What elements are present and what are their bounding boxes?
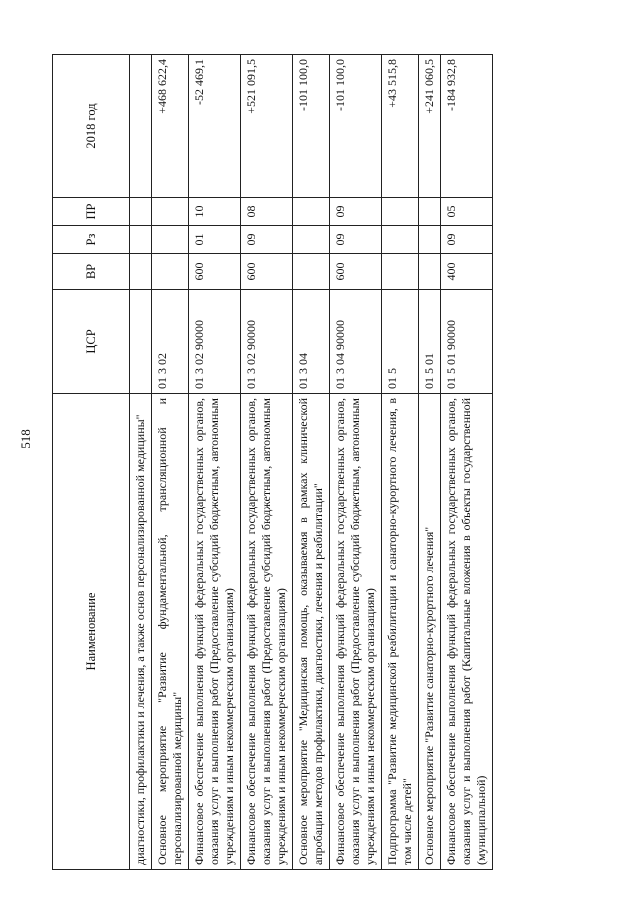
table-row: [382, 55, 419, 870]
row-pr: 10: [189, 198, 241, 226]
row-name: Основное мероприятие "Медицинская помощь, оказываемая в рамках клинической апробации методов профилактики, диагностики, лечения и реабилитации": [293, 394, 330, 870]
header-vr: ВР: [53, 254, 130, 290]
table-row: [441, 55, 493, 870]
row-sum: -184 932,8: [441, 55, 493, 198]
row-csr: 01 5 01 90000: [441, 290, 493, 394]
table-row: [130, 55, 152, 870]
row-name: Финансовое обеспечение выполнения функций федеральных государственных органов, оказания услуг и выполнения работ (Предоставление субсидий бюджетным, автономным учреждениям и иным некоммерческим организациям): [189, 394, 241, 870]
row-sum: -101 100,0: [293, 55, 330, 198]
header-rz: Рз: [53, 226, 130, 254]
row-vr: [419, 254, 441, 290]
row-sum: -101 100,0: [330, 55, 382, 198]
row-vr: [293, 254, 330, 290]
row-vr: [130, 254, 152, 290]
row-vr: [382, 254, 419, 290]
row-csr: 01 5: [382, 290, 419, 394]
header-year: 2018 год: [53, 55, 130, 198]
row-csr: 01 3 04: [293, 290, 330, 394]
row-name: Основное мероприятие "Развитие санаторно-курортного лечения": [419, 394, 441, 870]
row-sum: +43 515,8: [382, 55, 419, 198]
row-rz: 09: [441, 226, 493, 254]
table-row: [419, 55, 441, 870]
rotated-page-content: [52, 55, 592, 870]
row-name: Основное мероприятие "Развитие фундаментальной, трансляционной и персонализированной медицины": [152, 394, 189, 870]
row-sum: +521 091,5: [241, 55, 293, 198]
row-sum: +241 060,5: [419, 55, 441, 198]
row-pr: [382, 198, 419, 226]
row-name: Финансовое обеспечение выполнения функций федеральных государственных органов, оказания услуг и выполнения работ (Предоставление субсидий бюджетным, автономным учреждениям и иным некоммерческим организациям): [330, 394, 382, 870]
row-rz: [130, 226, 152, 254]
row-name: диагностики, профилактики и лечения, а также основ персонализированной медицины": [130, 394, 152, 870]
row-sum: +468 622,4: [152, 55, 189, 198]
header-csr: ЦСР: [53, 290, 130, 394]
row-pr: [152, 198, 189, 226]
header-pr: ПР: [53, 198, 130, 226]
row-csr: 01 3 02 90000: [189, 290, 241, 394]
row-csr: 01 3 04 90000: [330, 290, 382, 394]
row-rz: [152, 226, 189, 254]
row-vr: [152, 254, 189, 290]
row-vr: 600: [330, 254, 382, 290]
row-vr: 600: [241, 254, 293, 290]
row-rz: 09: [330, 226, 382, 254]
row-pr: [419, 198, 441, 226]
row-name: Финансовое обеспечение выполнения функций федеральных государственных органов, оказания услуг и выполнения работ (Капитальные вложения в объекты государственной (муниципальной): [441, 394, 493, 870]
row-pr: [130, 198, 152, 226]
row-sum: -52 469,1: [189, 55, 241, 198]
page-number: 518: [17, 429, 33, 449]
row-pr: 09: [330, 198, 382, 226]
row-pr: 05: [441, 198, 493, 226]
row-name: Подпрограмма "Развитие медицинской реабилитации и санаторно-курортного лечения, в том числе детей": [382, 394, 419, 870]
row-csr: 01 3 02: [152, 290, 189, 394]
table-row: [241, 55, 293, 870]
row-csr: 01 5 01: [419, 290, 441, 394]
row-sum: [130, 55, 152, 198]
row-vr: 600: [189, 254, 241, 290]
table-body: [130, 55, 493, 870]
row-pr: 08: [241, 198, 293, 226]
row-csr: 01 3 02 90000: [241, 290, 293, 394]
row-rz: 09: [241, 226, 293, 254]
row-pr: [293, 198, 330, 226]
table-row: [152, 55, 189, 870]
row-name: Финансовое обеспечение выполнения функций федеральных государственных органов, оказания услуг и выполнения работ (Предоставление субсидий бюджетным, автономным учреждениям и иным некоммерческим организациям): [241, 394, 293, 870]
row-rz: 01: [189, 226, 241, 254]
table-row: [293, 55, 330, 870]
table-header: [53, 55, 130, 870]
budget-table: [52, 54, 493, 870]
table-row: [330, 55, 382, 870]
row-rz: [419, 226, 441, 254]
row-vr: 400: [441, 254, 493, 290]
table-row: [189, 55, 241, 870]
row-csr: [130, 290, 152, 394]
row-rz: [293, 226, 330, 254]
row-rz: [382, 226, 419, 254]
header-name: Наименование: [53, 394, 130, 870]
